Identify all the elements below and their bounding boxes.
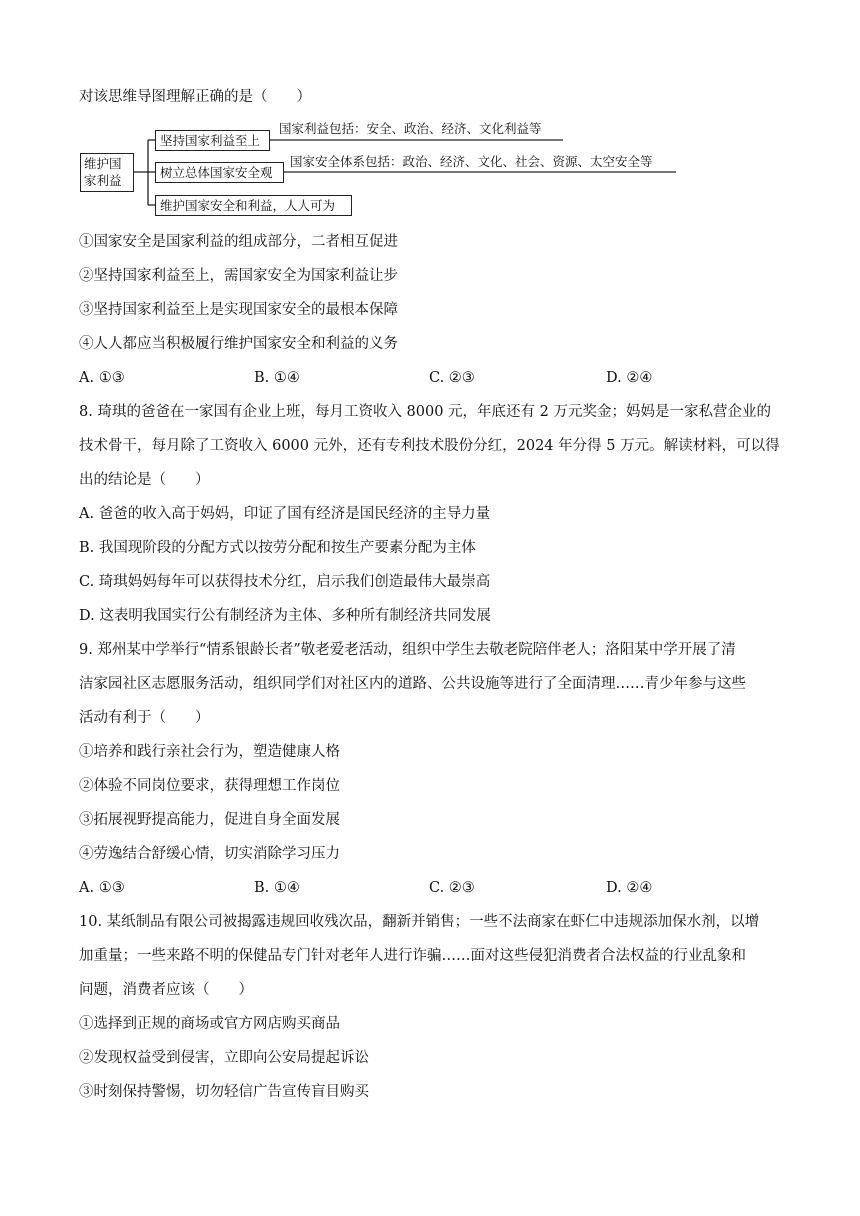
q10-stem-line-3: 问题，消费者应该（ ） [79, 982, 253, 998]
q9-stem-line-3: 活动有利于（ ） [79, 710, 210, 726]
mind-map-branch-2: 树立总体国家安全观 [155, 162, 284, 183]
mind-map-root-line1: 维护国 [84, 156, 122, 171]
mind-map-root-line2: 家利益 [84, 173, 122, 188]
q9-item-3: ③拓展视野提高能力，促进自身全面发展 [79, 812, 340, 828]
q9-option-b[interactable]: B. ①④ [254, 880, 300, 896]
q10-stem-line-1: 10. 某纸制品有限公司被揭露违规回收残次品，翻新并销售；一些不法商家在虾仁中违规添加保水剂，以增 [79, 914, 760, 930]
q7-option-a[interactable]: A. ①③ [79, 370, 125, 386]
mind-map-branch-1: 坚持国家利益至上 [155, 130, 270, 151]
mind-map-connectors [0, 0, 860, 230]
mind-map-root [80, 153, 134, 192]
q8-option-d[interactable]: D. 这表明我国实行公有制经济为主体、多种所有制经济共同发展 [79, 608, 491, 624]
mind-map-branch-3: 维护国家安全和利益，人人可为 [155, 195, 352, 216]
q7-option-c[interactable]: C. ②③ [429, 370, 475, 386]
q8-option-a[interactable]: A. 爸爸的收入高于妈妈，印证了国有经济是国民经济的主导力量 [79, 506, 491, 522]
q9-stem-line-1: 9. 郑州某中学举行“情系银龄长者”敬老爱老活动，组织中学生去敬老院陪伴老人；洛阳某中学开展了清 [79, 642, 736, 658]
question-intro: 对该思维导图理解正确的是（ ） [79, 89, 311, 105]
q9-item-4: ④劳逸结合舒缓心情，切实消除学习压力 [79, 846, 340, 862]
q10-item-3: ③时刻保持警惕，切勿轻信广告宣传盲目购买 [79, 1084, 369, 1100]
q10-stem-line-2: 加重量；一些来路不明的保健品专门针对老年人进行诈骗……面对这些侵犯消费者合法权益的行业乱象和 [79, 948, 746, 964]
q8-stem-line-1: 8. 琦琪的爸爸在一家国有企业上班，每月工资收入 8000 元，年底还有 2 万元奖金；妈妈是一家私营企业的 [79, 404, 772, 420]
q8-stem-line-2: 技术骨干，每月除了工资收入 6000 元外，还有专利技术股份分红，2024 年分得 5 万元。解读材料，可以得 [79, 438, 780, 454]
q10-item-1: ①选择到正规的商场或官方网店购买商品 [79, 1016, 340, 1032]
q7-item-3: ③坚持国家利益至上是实现国家安全的最根本保障 [79, 302, 398, 318]
q7-option-b[interactable]: B. ①④ [254, 370, 300, 386]
q9-option-d[interactable]: D. ②④ [606, 880, 653, 896]
q7-item-1: ①国家安全是国家利益的组成部分，二者相互促进 [79, 234, 398, 250]
mind-map-branch-1-note: 国家利益包括：安全、政治、经济、文化利益等 [279, 121, 542, 136]
q7-item-2: ②坚持国家利益至上，需国家安全为国家利益让步 [79, 268, 398, 284]
q10-item-2: ②发现权益受到侵害，立即向公安局提起诉讼 [79, 1050, 369, 1066]
q9-option-a[interactable]: A. ①③ [79, 880, 125, 896]
q9-item-2: ②体验不同岗位要求，获得理想工作岗位 [79, 778, 340, 794]
mind-map-branch-2-note: 国家安全体系包括：政治、经济、文化、社会、资源、太空安全等 [290, 154, 653, 169]
q7-option-d[interactable]: D. ②④ [606, 370, 653, 386]
q8-stem-line-3: 出的结论是（ ） [79, 472, 210, 488]
q9-stem-line-2: 洁家园社区志愿服务活动，组织同学们对社区内的道路、公共设施等进行了全面清理……青少年参与这些 [79, 676, 746, 692]
q7-item-4: ④人人都应当积极履行维护国家安全和利益的义务 [79, 336, 398, 352]
q9-option-c[interactable]: C. ②③ [429, 880, 475, 896]
q9-item-1: ①培养和践行亲社会行为，塑造健康人格 [79, 744, 340, 760]
q8-option-b[interactable]: B. 我国现阶段的分配方式以按劳分配和按生产要素分配为主体 [79, 540, 476, 556]
q8-option-c[interactable]: C. 琦琪妈妈每年可以获得技术分红，启示我们创造最伟大最崇高 [79, 574, 491, 590]
